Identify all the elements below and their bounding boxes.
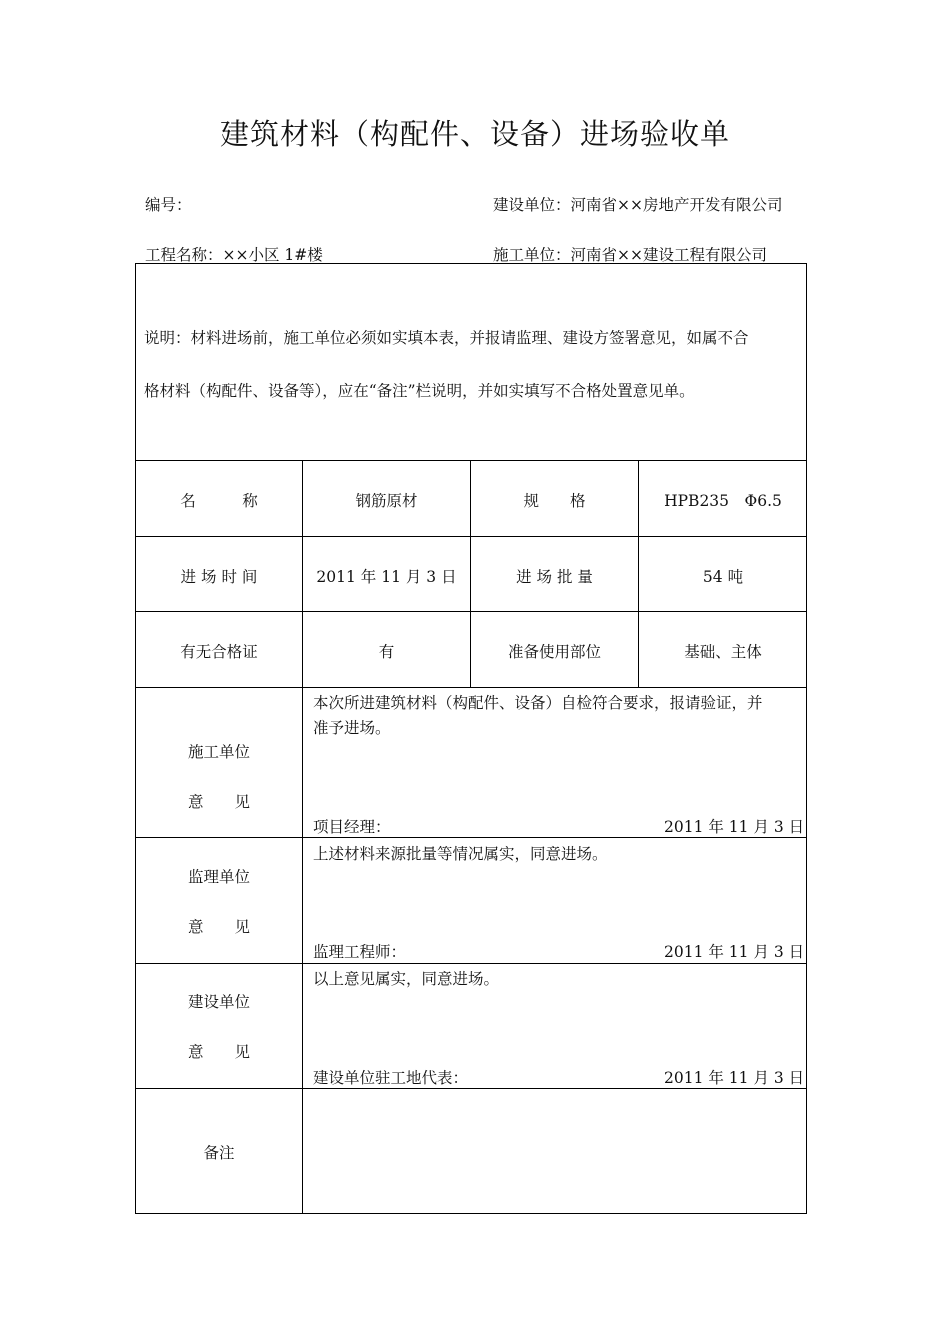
- contractor-opinion-label-2: 意 见: [187, 793, 250, 811]
- supervisor-opinion-label-1: 监理单位: [187, 868, 250, 886]
- remarks-field: [303, 1089, 806, 1213]
- owner-representative-label: 建设单位驻工地代表：: [313, 1069, 469, 1087]
- owner-unit: 建设单位：河南省××房地产开发有限公司: [493, 196, 783, 214]
- contractor-opinion-text-2: 准予进场。: [313, 719, 391, 737]
- supervisor-opinion-text: 上述材料来源批量等情况属实，同意进场。: [313, 845, 608, 863]
- page-title: 建筑材料（构配件、设备）进场验收单: [219, 117, 730, 151]
- certificate-value: 有: [378, 643, 395, 661]
- remarks-label: 备注: [203, 1144, 235, 1162]
- usage-location-value: 基础、主体: [684, 643, 762, 661]
- row-divider: [135, 687, 807, 688]
- contractor-unit: 施工单位：河南省××建设工程有限公司: [493, 246, 767, 264]
- certificate-label: 有无合格证: [180, 643, 258, 661]
- project-manager-label: 项目经理：: [313, 818, 391, 836]
- supervising-engineer-label: 监理工程师：: [313, 943, 407, 961]
- instructions-note: [144, 312, 804, 418]
- contractor-opinion-date: 2011 年 11 月 3 日: [664, 818, 805, 836]
- supervisor-opinion-label-2: 意 见: [187, 918, 250, 936]
- contractor-opinion-text-1: 本次所进建筑材料（构配件、设备）自检符合要求，报请验证，并: [313, 694, 763, 712]
- spec-label: 规 格: [523, 492, 586, 510]
- supervisor-opinion-date: 2011 年 11 月 3 日: [664, 943, 805, 961]
- row-divider: [135, 536, 807, 537]
- usage-location-label: 准备使用部位: [507, 643, 601, 661]
- note-line-2: 格材料（构配件、设备等），应在“备注”栏说明，并如实填写不合格处置意见单。: [144, 382, 695, 400]
- row-divider: [135, 837, 807, 838]
- contractor-opinion-label-1: 施工单位: [187, 743, 250, 761]
- arrival-time-value: 2011 年 11 月 3 日: [316, 568, 457, 586]
- name-label: 名 称: [180, 492, 258, 510]
- number-label: 编号：: [145, 196, 192, 214]
- row-divider: [135, 460, 807, 461]
- row-divider: [135, 611, 807, 612]
- spec-value: HPB235 Φ6.5: [664, 492, 782, 510]
- name-value: 钢筋原材: [355, 492, 418, 510]
- owner-opinion-text: 以上意见属实，同意进场。: [313, 970, 500, 988]
- arrival-qty-label: 进 场 批 量: [516, 568, 593, 586]
- owner-opinion-label-2: 意 见: [187, 1043, 250, 1061]
- arrival-time-label: 进 场 时 间: [180, 568, 258, 586]
- arrival-qty-value: 54 吨: [702, 568, 744, 586]
- note-line-1: 说明：材料进场前，施工单位必须如实填本表，并报请监理、建设方签署意见，如属不合: [144, 329, 749, 347]
- row-divider: [135, 963, 807, 964]
- owner-opinion-date: 2011 年 11 月 3 日: [664, 1069, 805, 1087]
- owner-opinion-label-1: 建设单位: [187, 993, 250, 1011]
- project-name: 工程名称：××小区 1#楼: [145, 246, 323, 264]
